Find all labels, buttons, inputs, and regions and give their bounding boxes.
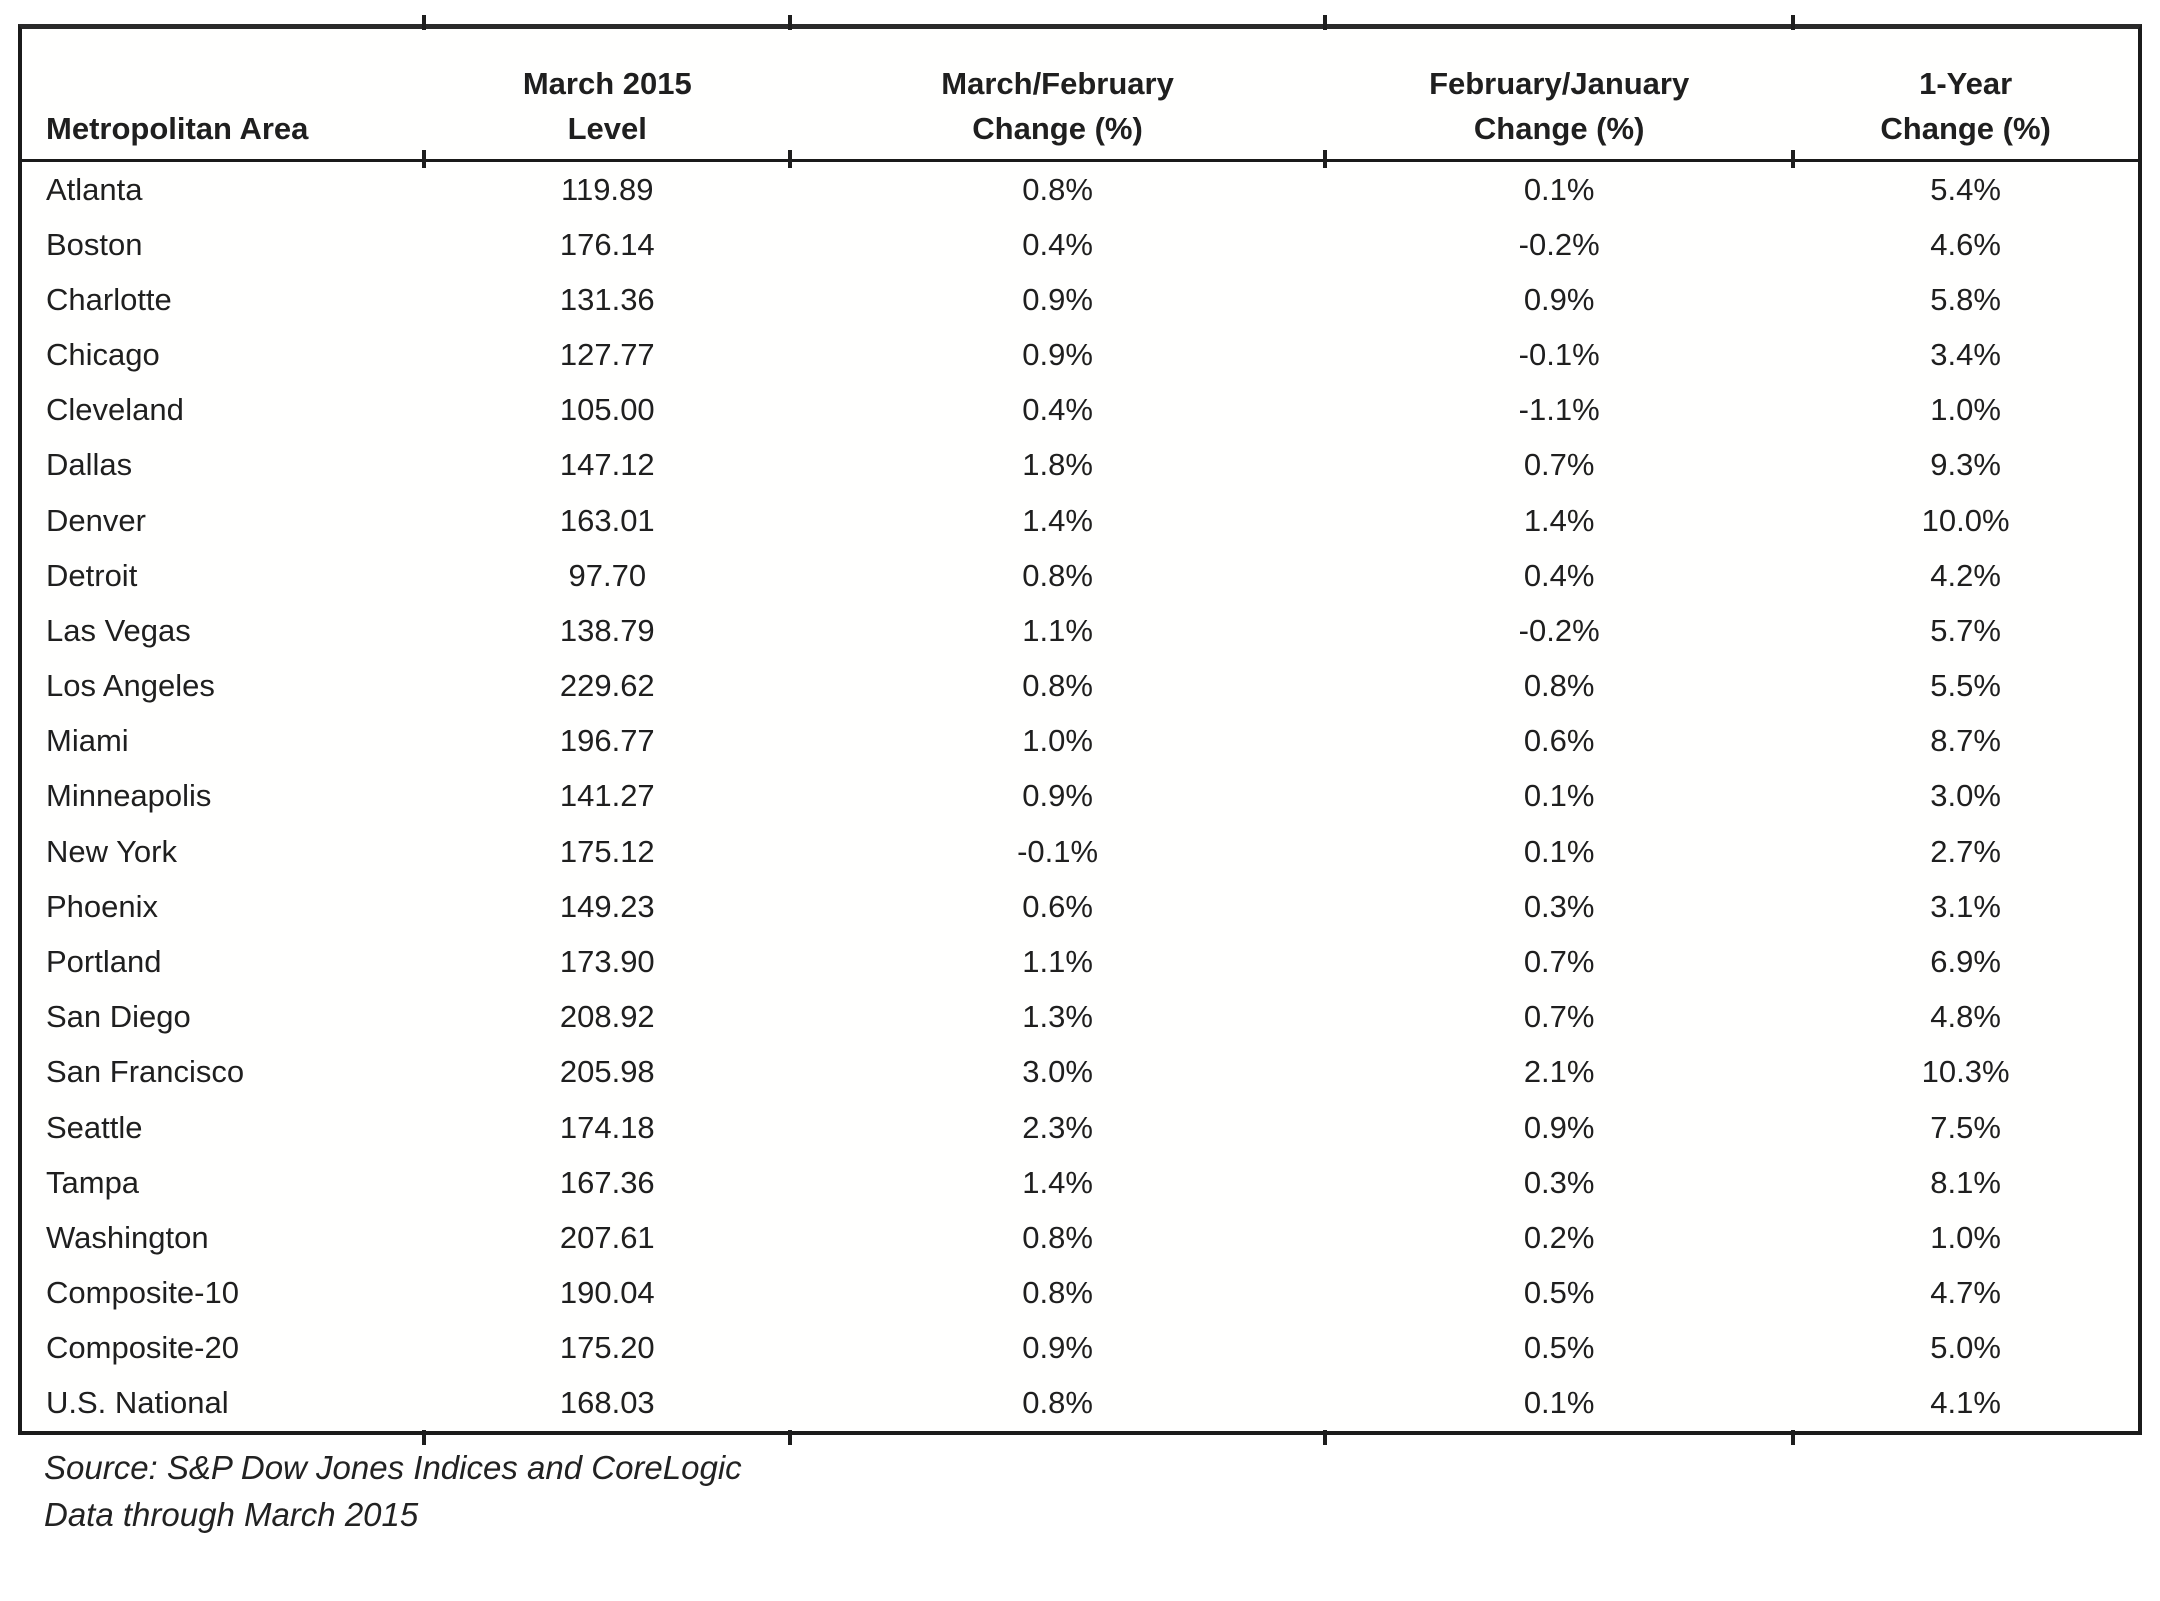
level-cell: 229.62 <box>559 668 655 704</box>
march-feb-change-cell: 1.1% <box>1022 943 1093 979</box>
one-year-change-cell: 4.7% <box>1930 1275 2001 1311</box>
one-year-change-cell: 5.0% <box>1930 1330 2001 1366</box>
one-year-change-cell: 5.8% <box>1930 281 2001 317</box>
feb-jan-change-cell: 0.1% <box>1523 171 1595 207</box>
column-divider-tick <box>1323 1430 1327 1445</box>
march-feb-change-cell: 0.9% <box>1022 778 1093 814</box>
header-label-line2: Change (%) <box>972 111 1143 146</box>
level-cell: 147.12 <box>559 447 655 483</box>
march-feb-change-cell: 1.8% <box>1022 447 1093 483</box>
one-year-change-cell: 1.0% <box>1930 1219 2001 1255</box>
column-divider-tick <box>1791 15 1795 30</box>
feb-jan-change-cell: 2.1% <box>1523 1054 1595 1090</box>
level-cell: 174.18 <box>559 1109 655 1145</box>
level-cell: 127.77 <box>559 337 655 373</box>
one-year-change-cell: 8.7% <box>1930 723 2001 759</box>
metro-area-cell: Phoenix <box>46 888 159 924</box>
table-row <box>22 714 2138 769</box>
table-row <box>22 1045 2138 1100</box>
feb-jan-change-cell: 0.1% <box>1523 778 1595 814</box>
table-row <box>22 548 2138 603</box>
metro-area-cell: Composite-20 <box>46 1330 239 1366</box>
march-feb-change-cell: 0.8% <box>1022 171 1093 207</box>
level-cell: 149.23 <box>559 888 655 924</box>
metro-area-cell: Portland <box>46 943 162 979</box>
one-year-change-cell: 6.9% <box>1930 943 2001 979</box>
one-year-change-cell: 10.0% <box>1921 502 2010 538</box>
feb-jan-change-cell: 0.2% <box>1523 1219 1595 1255</box>
metro-area-cell: Detroit <box>46 557 138 593</box>
table-row <box>22 1376 2138 1431</box>
march-feb-change-cell: 3.0% <box>1022 1054 1093 1090</box>
column-divider-tick <box>1791 150 1795 168</box>
metro-area-cell: San Francisco <box>46 1054 245 1090</box>
feb-jan-change-cell: 0.7% <box>1523 943 1595 979</box>
table-row <box>22 493 2138 548</box>
table-row <box>22 1265 2138 1320</box>
march-feb-change-cell: 1.4% <box>1022 1164 1093 1200</box>
level-cell: 190.04 <box>559 1275 655 1311</box>
one-year-change-cell: 3.0% <box>1930 778 2001 814</box>
level-cell: 138.79 <box>559 612 655 648</box>
table-row <box>22 1100 2138 1155</box>
level-cell: 207.61 <box>559 1219 655 1255</box>
source-note: Source: S&P Dow Jones Indices and CoreLogic <box>44 1449 742 1486</box>
feb-jan-change-cell: 0.7% <box>1523 447 1595 483</box>
level-cell: 97.70 <box>568 557 647 593</box>
table-footer <box>44 1444 742 1538</box>
one-year-change-cell: 4.2% <box>1930 557 2001 593</box>
one-year-change-cell: 5.4% <box>1930 171 2001 207</box>
one-year-change-cell: 4.1% <box>1930 1385 2001 1421</box>
metro-area-cell: Seattle <box>46 1109 143 1145</box>
column-divider-tick <box>1791 1430 1795 1445</box>
data-through-note: Data through March 2015 <box>44 1496 419 1533</box>
table-row <box>22 162 2138 217</box>
march-feb-change-cell: 0.8% <box>1022 668 1093 704</box>
feb-jan-change-cell: 0.1% <box>1523 1385 1595 1421</box>
column-divider-tick <box>788 150 792 168</box>
march-feb-change-cell: 0.8% <box>1022 1275 1093 1311</box>
level-cell: 141.27 <box>559 778 655 814</box>
march-feb-change-cell: 0.9% <box>1022 281 1093 317</box>
header-label-line1: March/February <box>941 66 1174 101</box>
header-label-line2: Change (%) <box>1473 111 1645 146</box>
metro-area-cell: Tampa <box>46 1164 140 1200</box>
header-label-line2: Change (%) <box>1880 111 2051 146</box>
feb-jan-change-cell: 0.5% <box>1523 1330 1595 1366</box>
header-1-year-change <box>1793 29 2138 159</box>
level-cell: 176.14 <box>559 226 655 262</box>
metro-area-cell: Charlotte <box>46 281 172 317</box>
march-feb-change-cell: 0.9% <box>1022 337 1093 373</box>
column-divider-tick <box>788 1430 792 1445</box>
metro-area-cell: U.S. National <box>46 1385 229 1421</box>
march-feb-change-cell: 0.8% <box>1022 557 1093 593</box>
column-divider-tick <box>788 15 792 30</box>
table-row <box>22 659 2138 714</box>
one-year-change-cell: 3.1% <box>1930 888 2001 924</box>
one-year-change-cell: 3.4% <box>1930 337 2001 373</box>
level-cell: 163.01 <box>559 502 655 538</box>
metro-area-cell: New York <box>46 833 177 869</box>
one-year-change-cell: 8.1% <box>1930 1164 2001 1200</box>
metro-area-cell: Dallas <box>46 447 133 483</box>
header-march-february-change <box>790 29 1325 159</box>
feb-jan-change-cell: 0.9% <box>1523 281 1595 317</box>
table-row <box>22 217 2138 272</box>
feb-jan-change-cell: -0.2% <box>1518 612 1600 648</box>
feb-jan-change-cell: 0.8% <box>1523 668 1595 704</box>
one-year-change-cell: 5.5% <box>1930 668 2001 704</box>
metro-area-cell: Las Vegas <box>46 612 191 648</box>
level-cell: 205.98 <box>559 1054 655 1090</box>
table-row <box>22 328 2138 383</box>
march-feb-change-cell: 0.4% <box>1022 392 1093 428</box>
table-row <box>22 603 2138 658</box>
table-row <box>22 824 2138 879</box>
metro-area-cell: Boston <box>46 226 143 262</box>
metro-area-cell: Composite-10 <box>46 1275 239 1311</box>
feb-jan-change-cell: 0.9% <box>1523 1109 1595 1145</box>
level-cell: 168.03 <box>559 1385 655 1421</box>
table-row <box>22 1321 2138 1376</box>
level-cell: 196.77 <box>559 723 655 759</box>
one-year-change-cell: 4.6% <box>1930 226 2001 262</box>
home-price-index-table <box>18 24 2142 1435</box>
feb-jan-change-cell: -0.1% <box>1518 337 1600 373</box>
metro-area-cell: San Diego <box>46 999 191 1035</box>
metro-area-cell: Los Angeles <box>46 668 215 704</box>
table-row <box>22 1155 2138 1210</box>
metro-area-cell: Denver <box>46 502 146 538</box>
column-divider-tick <box>422 150 426 168</box>
level-cell: 167.36 <box>559 1164 655 1200</box>
level-cell: 175.12 <box>559 833 655 869</box>
table-row <box>22 438 2138 493</box>
one-year-change-cell: 10.3% <box>1921 1054 2010 1090</box>
table-header-row <box>22 29 2138 162</box>
table-row <box>22 272 2138 327</box>
level-cell: 208.92 <box>559 999 655 1035</box>
march-feb-change-cell: 1.0% <box>1022 723 1093 759</box>
feb-jan-change-cell: 1.4% <box>1523 502 1595 538</box>
one-year-change-cell: 1.0% <box>1930 392 2001 428</box>
march-feb-change-cell: 1.4% <box>1022 502 1093 538</box>
feb-jan-change-cell: 0.4% <box>1523 557 1595 593</box>
one-year-change-cell: 4.8% <box>1930 999 2001 1035</box>
feb-jan-change-cell: -0.2% <box>1518 226 1600 262</box>
metro-area-cell: Cleveland <box>46 392 184 428</box>
level-cell: 131.36 <box>559 281 655 317</box>
metro-area-cell: Atlanta <box>46 171 143 207</box>
table-row <box>22 383 2138 438</box>
level-cell: 105.00 <box>559 392 655 428</box>
one-year-change-cell: 9.3% <box>1930 447 2001 483</box>
one-year-change-cell: 5.7% <box>1930 612 2001 648</box>
table-row <box>22 879 2138 934</box>
column-divider-tick <box>422 1430 426 1445</box>
column-divider-tick <box>422 15 426 30</box>
march-feb-change-cell: 0.6% <box>1022 888 1093 924</box>
metro-area-cell: Minneapolis <box>46 778 212 814</box>
header-label-line2: Level <box>567 111 647 146</box>
header-label-line1: 1-Year <box>1919 66 2013 101</box>
march-feb-change-cell: 0.9% <box>1022 1330 1093 1366</box>
header-label: Metropolitan Area <box>46 111 309 146</box>
march-feb-change-cell: 1.3% <box>1022 999 1093 1035</box>
feb-jan-change-cell: 0.3% <box>1523 888 1595 924</box>
header-february-january-change <box>1325 29 1793 159</box>
metro-area-cell: Washington <box>46 1219 209 1255</box>
feb-jan-change-cell: 0.1% <box>1523 833 1595 869</box>
level-cell: 175.20 <box>559 1330 655 1366</box>
level-cell: 173.90 <box>559 943 655 979</box>
feb-jan-change-cell: 0.3% <box>1523 1164 1595 1200</box>
table-row <box>22 1210 2138 1265</box>
one-year-change-cell: 2.7% <box>1930 833 2001 869</box>
table-row <box>22 990 2138 1045</box>
header-label-line1: March 2015 <box>522 66 692 101</box>
table-row <box>22 934 2138 989</box>
metro-area-cell: Chicago <box>46 337 160 373</box>
column-divider-tick <box>1323 150 1327 168</box>
header-metropolitan-area <box>22 29 424 159</box>
march-feb-change-cell: 1.1% <box>1022 612 1093 648</box>
one-year-change-cell: 7.5% <box>1930 1109 2001 1145</box>
level-cell: 119.89 <box>561 171 654 207</box>
feb-jan-change-cell: 0.5% <box>1523 1275 1595 1311</box>
header-label-line1: February/January <box>1429 66 1690 101</box>
table-row <box>22 769 2138 824</box>
march-feb-change-cell: 2.3% <box>1022 1109 1093 1145</box>
march-feb-change-cell: 0.8% <box>1022 1385 1093 1421</box>
table-body <box>22 162 2138 1431</box>
feb-jan-change-cell: 0.6% <box>1523 723 1595 759</box>
feb-jan-change-cell: -1.1% <box>1518 392 1600 428</box>
feb-jan-change-cell: 0.7% <box>1523 999 1595 1035</box>
march-feb-change-cell: 0.8% <box>1022 1219 1093 1255</box>
metro-area-cell: Miami <box>46 723 129 759</box>
march-feb-change-cell: -0.1% <box>1017 833 1099 869</box>
header-march-2015-level <box>424 29 790 159</box>
column-divider-tick <box>1323 15 1327 30</box>
march-feb-change-cell: 0.4% <box>1022 226 1093 262</box>
